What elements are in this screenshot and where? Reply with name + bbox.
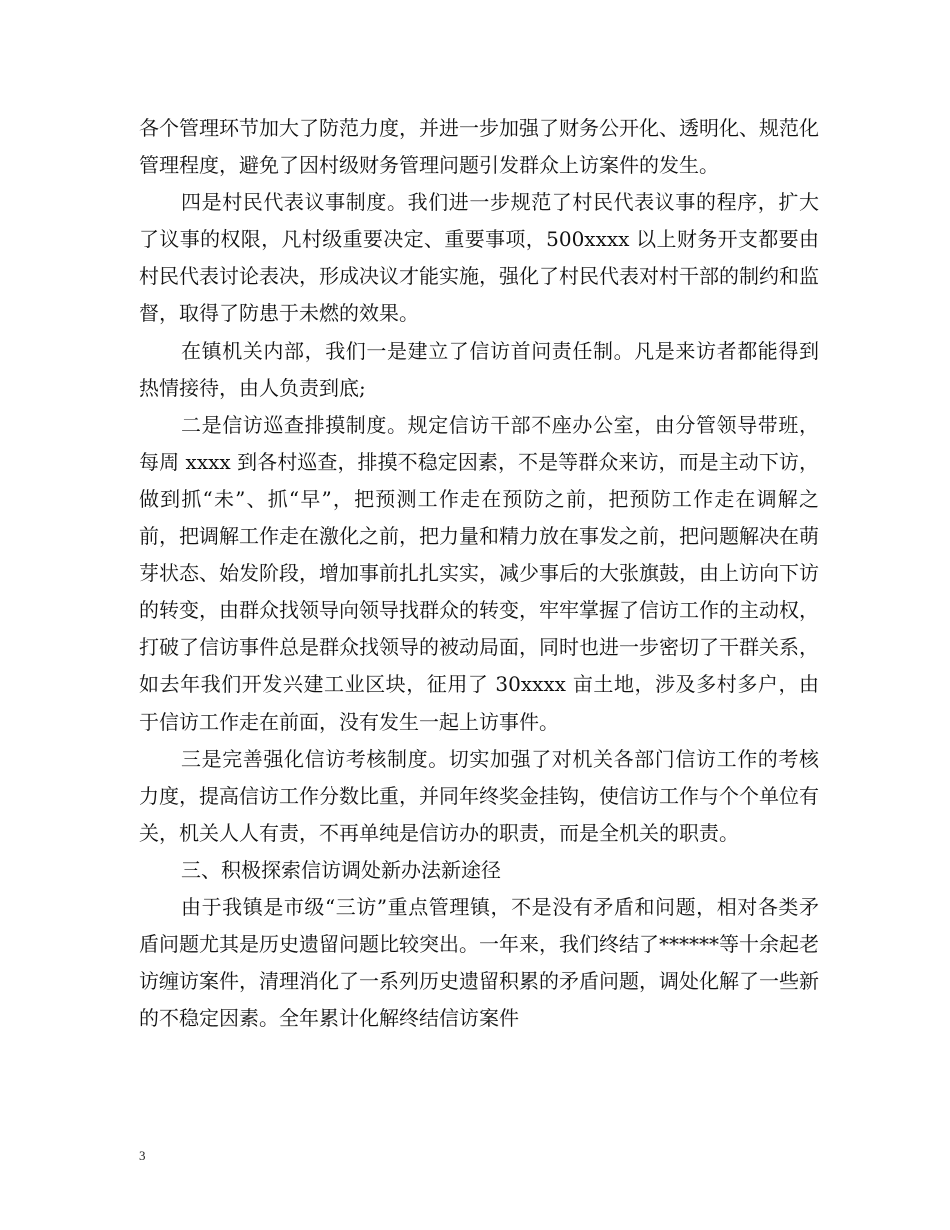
paragraph-4: 二是信访巡查排摸制度。规定信访干部不座办公室，由分管领导带班，每周 xxxx 到各村巡查，排摸不稳定因素，不是等群众来访，而是主动下访，做到抓“未”、抓“早”，把预测工作走在预防之前，把预防工作走在调解之前，把调解工作走在激化之前，把力量和精力放在事发之前，把问题解决在萌芽状态、始发阶段，增加事前扎扎实实，减少事后的大张旗鼓，由上访向下访的转变，由群众找领导向领导找群众的转变，牢牢掌握了信访工作的主动权，打破了信访事件总是群众找领导的被动局面，同时也进一步密切了干群关系，如去年我们开发兴建工业区块，征用了 30xxxx 亩土地，涉及多村多户，由于信访工作走在前面，没有发生一起上访事件。 [139,412,819,734]
document-body [139,110,819,1037]
paragraph-5: 三是完善强化信访考核制度。切实加强了对机关各部门信访工作的考核力度，提高信访工作分数比重，并同年终奖金挂钩，使信访工作与个个单位有关，机关人人有责，不再单纯是信访办的职责，而是全机关的职责。 [139,746,819,845]
paragraph-2: 四是村民代表议事制度。我们进一步规范了村民代表议事的程序，扩大了议事的权限，凡村级重要决定、重要事项，500xxxx 以上财务开支都要由村民代表讨论表决，形成决议才能实施，强化了村民代表对村干部的制约和监督，取得了防患于未燃的效果。 [139,190,819,326]
section-heading: 三、积极探索信访调处新办法新途径 [181,857,501,882]
paragraph-3: 在镇机关内部，我们一是建立了信访首问责任制。凡是来访者都能得到热情接待，由人负责到底; [139,338,819,400]
paragraph-1: 各个管理环节加大了防范力度，并进一步加强了财务公开化、透明化、规范化管理程度，避免了因村级财务管理问题引发群众上访案件的发生。 [139,116,819,178]
paragraph-7: 由于我镇是市级“三访”重点管理镇，不是没有矛盾和问题，相对各类矛盾问题尤其是历史遗留问题比较突出。一年来，我们终结了******等十余起老访缠访案件，清理消化了一系列历史遗留积累的矛盾问题，调处化解了一些新的不稳定因素。全年累计化解终结信访案件 [139,894,819,1031]
page-number: 3 [139,1148,146,1163]
